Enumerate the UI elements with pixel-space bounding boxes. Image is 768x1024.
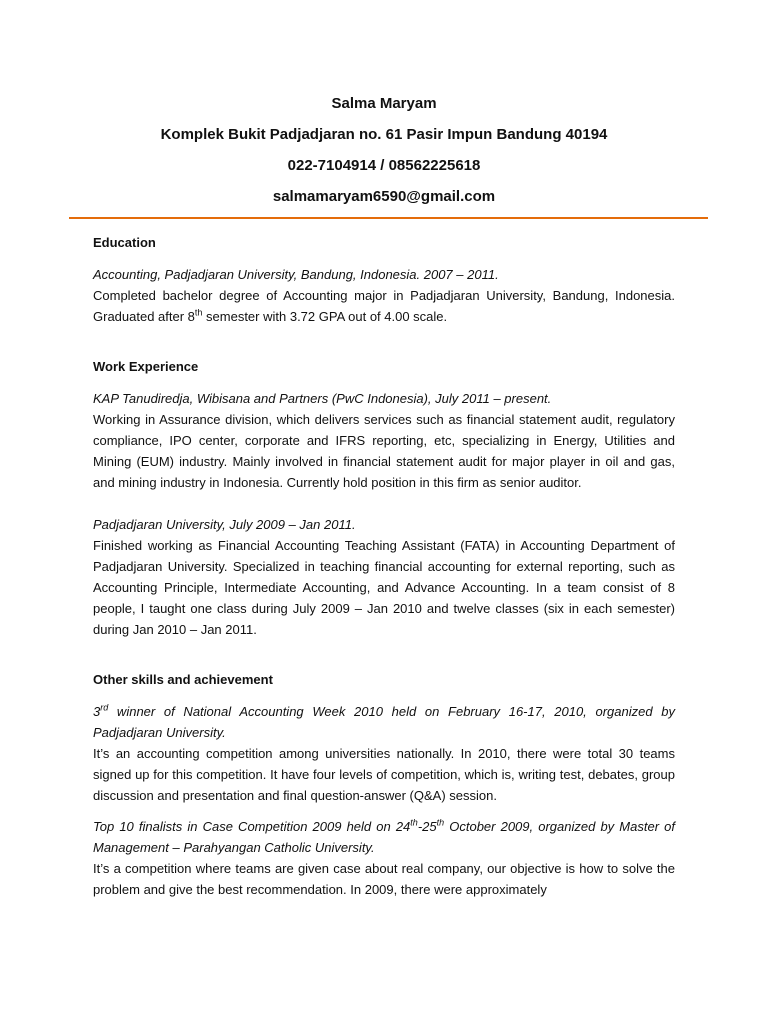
job-description: Working in Assurance division, which delivers services such as financial statement audit, regulatory compliance, IPO center, corporate and IFRS reporting, etc, specializing in Energy, Utilities and Mining (EUM) industry. Mainly involved in financial statement audit for major player in oil and gas, and mining industry in Indonesia. Currently hold position in this firm as senior auditor. <box>93 412 675 490</box>
applicant-name: Salma Maryam <box>331 95 437 112</box>
section-heading-education: Education <box>93 235 156 250</box>
job-title: Padjadjaran University, July 2009 – Jan 2011. <box>93 517 356 532</box>
job-title: KAP Tanudiredja, Wibisana and Partners (PwC Indonesia), July 2011 – present. <box>93 391 552 406</box>
section-heading-skills: Other skills and achievement <box>93 672 273 687</box>
education-desc-part-b: semester with 3.72 GPA out of 4.00 scale. <box>202 309 448 324</box>
achievement-title-part: 3 <box>93 704 101 719</box>
job-description: Finished working as Financial Accounting Teaching Assistant (FATA) in Accounting Department of Padjadjaran University. Specialized in teaching financial accounting for external reporting, such as Accounting Principle, Intermediate Accounting, and Advance Accounting. In a team consist of 8 people, I taught one class during July 2009 – Jan 2010 and twelve classes (six in each semester) during Jan 2010 – Jan 2011. <box>93 538 675 637</box>
achievement-description: It’s an accounting competition among universities nationally. In 2010, there were total 30 teams signed up for this competition. It have four levels of competition, which is, writing test, debates, group discussion and presentation and final question-answer (Q&A) session. <box>93 746 675 803</box>
education-section <box>93 234 675 327</box>
spacer <box>93 493 675 514</box>
achievement-title-superscript: th <box>410 817 418 828</box>
achievement-title-part: Top 10 finalists in Case Competition 2009 held on 24 <box>93 819 411 834</box>
section-heading-work: Work Experience <box>93 359 199 374</box>
education-description <box>93 285 675 327</box>
spacer <box>93 640 675 671</box>
spacer <box>93 806 675 816</box>
skills-section <box>93 671 675 900</box>
education-desc-part-a: Completed bachelor degree of Accounting major in Padjadjaran University, Bandung, Indonesia. Graduated after 8 <box>93 288 675 324</box>
achievement-title-part: -25 <box>417 819 437 834</box>
achievement-title <box>93 701 675 743</box>
spacer <box>93 327 675 358</box>
achievement-title-superscript: th <box>436 817 445 828</box>
work-section <box>93 358 675 640</box>
achievement-title-part: October 2009, organized by Master of Management – Parahyangan Catholic University. <box>93 819 675 855</box>
education-desc-superscript: th <box>194 307 203 318</box>
applicant-email: salmamaryam6590@gmail.com <box>272 188 496 205</box>
achievement-title-part: winner of National Accounting Week 2010 held on February 16-17, 2010, organized by Padjadjaran University. <box>93 704 675 740</box>
education-title: Accounting, Padjadjaran University, Bandung, Indonesia. 2007 – 2011. <box>93 267 499 282</box>
contact-header <box>0 88 768 212</box>
achievement-title-superscript: rd <box>100 702 109 713</box>
resume-body <box>93 234 675 900</box>
applicant-phone: 022-7104914 / 08562225618 <box>287 157 481 174</box>
applicant-address: Komplek Bukit Padjadjaran no. 61 Pasir Impun Bandung 40194 <box>160 126 608 143</box>
header-divider <box>69 217 708 219</box>
achievement-description: It’s a competition where teams are given case about real company, our objective is how to solve the problem and give the best recommendation. In 2009, there were approximately <box>93 861 675 897</box>
achievement-title <box>93 816 675 858</box>
